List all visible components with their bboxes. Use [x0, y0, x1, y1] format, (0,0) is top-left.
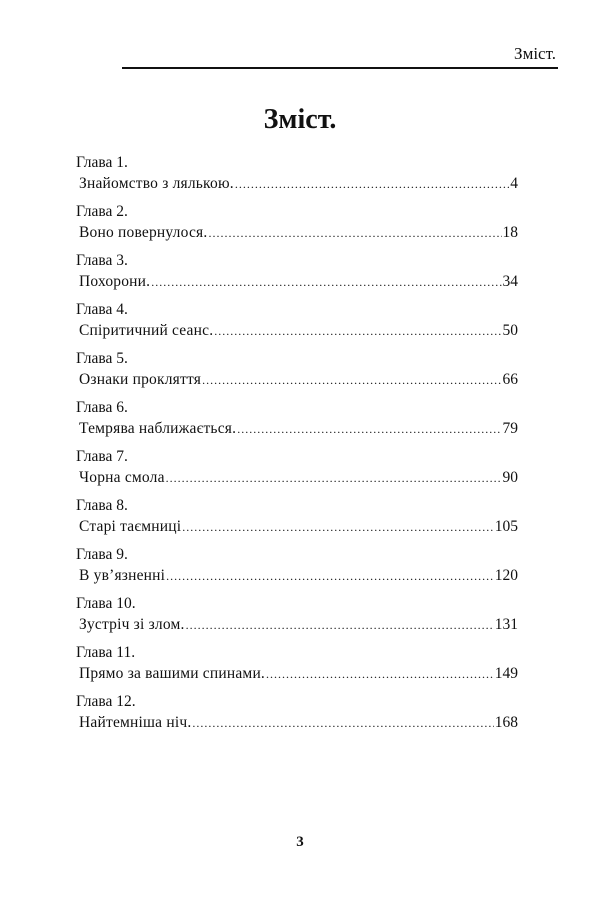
chapter-page-number: 105 — [494, 518, 518, 535]
dot-leader — [202, 370, 501, 391]
page-number: 3 — [296, 834, 304, 850]
toc-entry-line — [76, 565, 518, 587]
dot-leader — [166, 566, 494, 587]
chapter-title: Похорони. — [79, 273, 151, 290]
chapter-label: Глава 11. — [76, 644, 136, 661]
dot-leader — [186, 615, 494, 636]
toc-entry — [76, 299, 518, 348]
chapter-page-number: 50 — [502, 322, 518, 339]
chapter-title: Спіритичний сеанс. — [79, 322, 214, 339]
toc-entry-line — [76, 222, 518, 244]
chapter-title: Зустріч зі злом. — [79, 616, 185, 633]
dot-leader — [166, 468, 502, 489]
toc-entry-line — [76, 516, 518, 538]
chapter-label: Глава 8. — [76, 497, 128, 514]
chapter-page-number: 34 — [502, 273, 518, 290]
chapter-label: Глава 2. — [76, 203, 128, 220]
toc-entry — [76, 201, 518, 250]
chapter-label: Глава 6. — [76, 399, 128, 416]
chapter-title: Найтемніша ніч. — [79, 714, 192, 731]
toc-entry-line — [76, 712, 518, 734]
chapter-page-number: 18 — [502, 224, 518, 241]
chapter-title: Темрява наближається. — [79, 420, 237, 437]
toc-entry — [76, 397, 518, 446]
header-rule — [122, 67, 558, 69]
chapter-title: Чорна смола — [79, 469, 165, 486]
chapter-title: Воно повернулося. — [79, 224, 208, 241]
chapter-title: Старі таємниці — [79, 518, 182, 535]
toc-entry — [76, 446, 518, 495]
toc-entry-line — [76, 663, 518, 685]
table-of-contents — [76, 152, 518, 740]
dot-leader — [266, 664, 494, 685]
toc-entry — [76, 544, 518, 593]
dot-leader — [208, 223, 501, 244]
chapter-page-number: 131 — [494, 616, 518, 633]
toc-entry — [76, 691, 518, 740]
chapter-title: Прямо за вашими спинами. — [79, 665, 266, 682]
chapter-page-number: 79 — [502, 420, 518, 437]
chapter-page-number: 120 — [494, 567, 518, 584]
chapter-title: В ув’язненні — [79, 567, 166, 584]
toc-entry — [76, 152, 518, 201]
chapter-page-number: 168 — [494, 714, 518, 731]
chapter-label: Глава 3. — [76, 252, 128, 269]
chapter-label: Глава 12. — [76, 693, 136, 710]
toc-entry-line — [76, 271, 518, 293]
toc-entry — [76, 593, 518, 642]
page-title: Зміст. — [263, 104, 337, 135]
toc-entry-line — [76, 320, 518, 342]
toc-entry — [76, 495, 518, 544]
dot-leader — [214, 321, 501, 342]
dot-leader — [151, 272, 501, 293]
chapter-label: Глава 5. — [76, 350, 128, 367]
chapter-page-number: 4 — [510, 175, 518, 192]
chapter-label: Глава 7. — [76, 448, 128, 465]
chapter-page-number: 90 — [502, 469, 518, 486]
chapter-label: Глава 9. — [76, 546, 128, 563]
chapter-label: Глава 4. — [76, 301, 128, 318]
chapter-title: Знайомство з лялькою. — [79, 175, 234, 192]
chapter-label: Глава 10. — [76, 595, 136, 612]
toc-entry — [76, 642, 518, 691]
toc-entry-line — [76, 173, 518, 195]
toc-entry-line — [76, 418, 518, 440]
dot-leader — [237, 419, 501, 440]
dot-leader — [235, 174, 509, 195]
running-head-title: Зміст. — [514, 44, 556, 63]
dot-leader — [182, 517, 494, 538]
toc-entry-line — [76, 369, 518, 391]
chapter-page-number: 149 — [494, 665, 518, 682]
chapter-page-number: 66 — [502, 371, 518, 388]
chapter-label: Глава 1. — [76, 154, 128, 171]
toc-entry — [76, 250, 518, 299]
dot-leader — [192, 713, 493, 734]
toc-entry-line — [76, 614, 518, 636]
toc-entry — [76, 348, 518, 397]
toc-entry-line — [76, 467, 518, 489]
chapter-title: Ознаки прокляття — [79, 371, 202, 388]
